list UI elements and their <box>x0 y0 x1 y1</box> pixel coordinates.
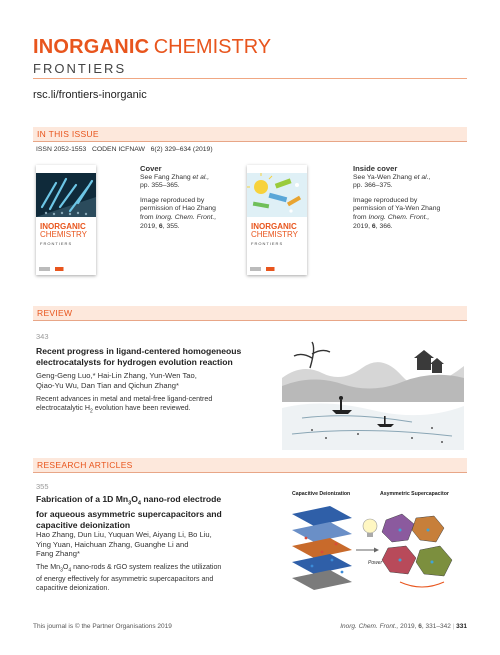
cover-title-bold: INORGANIC <box>251 222 297 231</box>
footer-page-number: 331 <box>456 623 467 630</box>
toc-label-capacitive-deionization: Capacitive Deionization <box>292 491 351 497</box>
front-cover-caption: Cover See Fang Zhang et al., pp. 355–365. Image reproduced by permission of Hao Zhang from Inorg. Chem. Front., 2019, 6, 355. <box>140 165 240 231</box>
research-title[interactable]: Fabrication of a 1D $Mn_3O_4$ nano-rod electrode for aqueous asymmetric supercapacitors and capacitive deionization <box>36 494 222 530</box>
inside-cover-heading: Inside cover <box>353 164 398 173</box>
footer-copyright: This journal is © the Partner Organisations 2019 <box>33 623 172 630</box>
review-authors: Geng-Geng Luo,* Hai-Lin Zhang, Yun-Wen Tao, Qiao-Yu Wu, Dan Tian and Qichun Zhang* <box>36 371 197 390</box>
inside-cover-caption: Inside cover See Ya-Wen Zhang et al., pp. 366–375. Image reproduced by permission of Ya-Wen Zhang from Inorg. Chem. Front., 2019, 6, 366. <box>353 165 463 231</box>
toc-schematic <box>282 500 464 600</box>
section-label: REVIEW <box>37 308 73 318</box>
section-band-in-this-issue <box>33 127 467 141</box>
research-page-number: 355 <box>36 482 49 491</box>
review-title[interactable]: Recent progress in ligand-centered homogeneous electrocatalysts for hydrogen evolution reaction <box>36 346 242 367</box>
front-cover-heading: Cover <box>140 164 162 173</box>
coden: CODEN ICFNAW <box>91 146 145 153</box>
section-rule <box>33 472 467 473</box>
research-authors: Hao Zhang, Dun Liu, Yuquan Wei, Aiyang Li, Bo Liu, Ying Yuan, Haichuan Zhang, Guanghe Li and Fang Zhang* <box>36 530 212 559</box>
journal-name-bold: INORGANIC <box>33 36 150 58</box>
cover-footer-bar <box>250 267 304 271</box>
section-rule <box>33 320 467 321</box>
issn: ISSN 2052-1553 <box>36 146 87 153</box>
cover-subtitle: FRONTIERS <box>251 241 284 246</box>
toc-label-asymmetric-supercapacitor: Asymmetric Supercapacitor <box>380 491 449 497</box>
journal-url[interactable]: rsc.li/frontiers-inorganic <box>33 89 147 101</box>
section-rule <box>33 141 467 142</box>
cover-title-light: CHEMISTRY <box>40 230 87 239</box>
footer-citation: Inorg. Chem. Front., 2019, 6, 331–342 | 331 <box>340 623 467 630</box>
section-label: IN THIS ISSUE <box>37 129 99 139</box>
cover-art-catalysts <box>247 173 307 217</box>
journal-subtitle: FRONTIERS <box>33 61 127 76</box>
review-abstract: Recent advances in metal and metal-free ligand-centred electrocatalytic $H_2$ evolution have been reviewed. <box>36 395 213 415</box>
research-toc-graphic <box>282 488 464 600</box>
journal-name-light: CHEMISTRY <box>153 36 272 58</box>
journal-masthead <box>33 36 473 76</box>
inside-cover-thumbnail[interactable] <box>247 165 307 275</box>
review-page-number: 343 <box>36 332 49 341</box>
cover-art-nanorods <box>36 173 96 217</box>
front-cover-thumbnail[interactable] <box>36 165 96 275</box>
section-label: RESEARCH ARTICLES <box>37 460 133 470</box>
research-abstract: The $Mn_3O_4$ nano-rods & rGO system realizes the utilization of energy effectively for asymmetric supercapacitors and capacitive deionization. <box>36 563 222 593</box>
issn-line <box>36 146 213 155</box>
review-toc-graphic <box>282 338 464 450</box>
cover-footer-bar <box>39 267 93 271</box>
cover-title-bold: INORGANIC <box>40 222 86 231</box>
cover-title-light: CHEMISTRY <box>251 230 298 239</box>
header-divider <box>33 78 467 79</box>
cover-subtitle: FRONTIERS <box>40 241 73 246</box>
section-band-review <box>33 306 467 320</box>
volume-info: 6(2) 329–634 (2019) <box>150 146 213 153</box>
toc-power-label: Power <box>368 560 383 566</box>
section-band-research-articles <box>33 458 467 472</box>
